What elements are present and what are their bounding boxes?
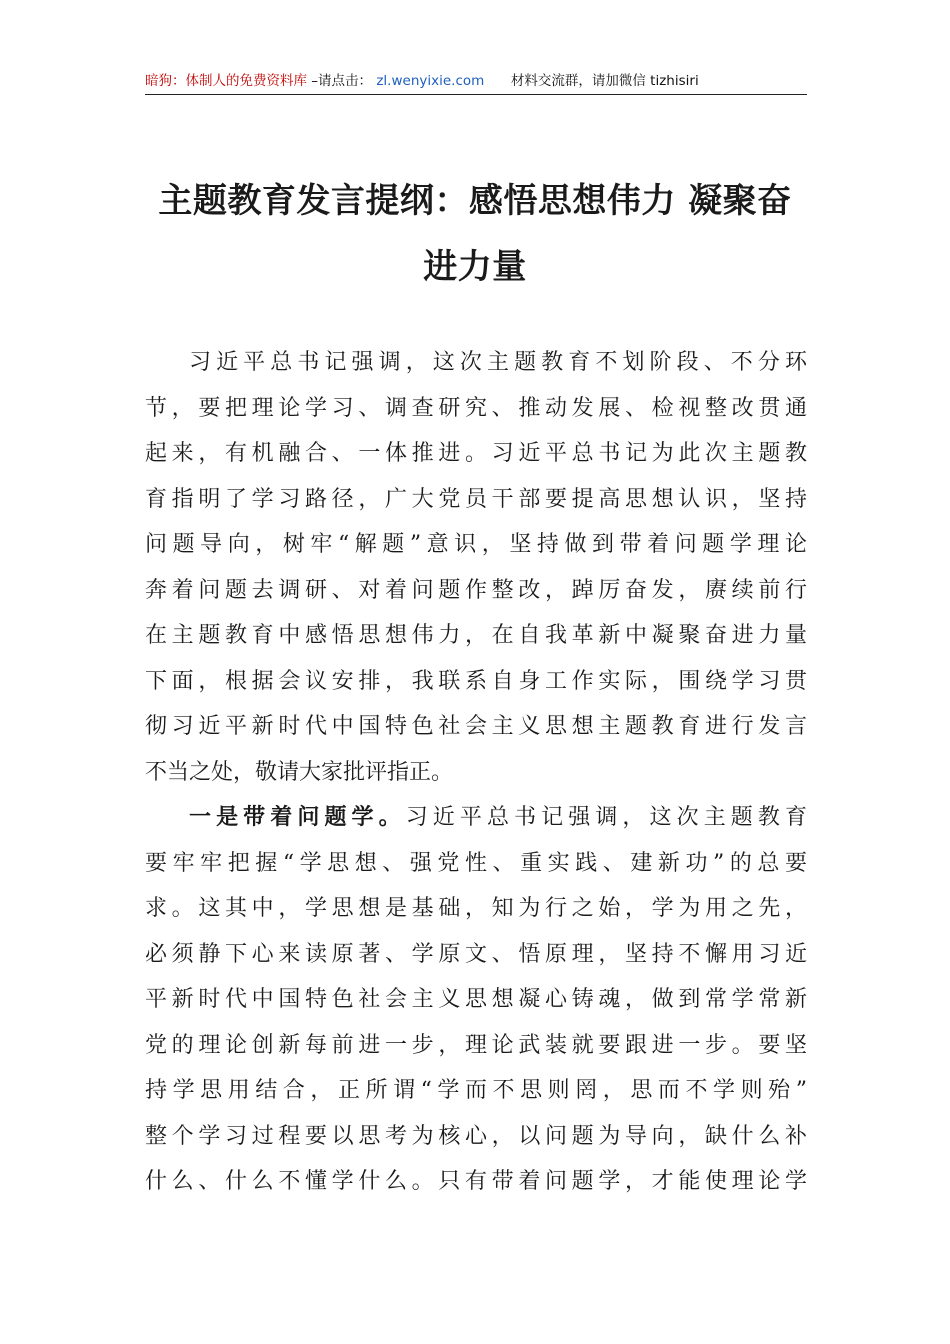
text-line: 问题导向，树牢“解题”意识，坚持做到带着问题学理论	[145, 532, 807, 557]
text-line: 必须静下心来读原著、学原文、悟原理，坚持不懈用习近	[145, 941, 807, 967]
point-one-first-line: 习近平总书记强调，这次主题教育	[405, 805, 807, 830]
text-line: 习近平总书记强调，这次主题教育不划阶段、不分环	[189, 350, 807, 375]
text-line: 起来，有机融合、一体推进。习近平总书记为此次主题教	[145, 441, 807, 466]
header-brand: 暗狗：体制人的免费资料库	[145, 73, 307, 89]
text-line: 整个学习过程要以思考为核心，以问题为导向，缺什么补	[145, 1123, 807, 1149]
header-click-prefix: –请点击：	[311, 73, 373, 89]
text-line: 要牢牢把握“学思想、强党性、重实践、建新功”的总要	[145, 850, 807, 876]
page-header	[145, 70, 807, 95]
header-url-link[interactable]: zl.wenyixie.com	[376, 73, 485, 89]
paragraph-intro	[145, 340, 807, 795]
text-line: 平新时代中国特色社会主义思想凝心铸魂，做到常学常新	[145, 987, 807, 1012]
text-line: 育指明了学习路径，广大党员干部要提高思想认识，坚持	[145, 486, 807, 512]
document-title	[140, 168, 810, 300]
text-line: 不当之处，敬请大家批评指正。	[145, 759, 454, 785]
title-line-1: 主题教育发言提纲：感悟思想伟力 凝聚奋	[158, 181, 792, 221]
title-line-2: 进力量	[423, 247, 527, 287]
text-line: 在主题教育中感悟思想伟力，在自我革新中凝聚奋进力量	[145, 623, 807, 648]
text-line: 节，要把理论学习、调查研究、推动发展、检视整改贯通	[145, 395, 807, 421]
text-line: 党的理论创新每前进一步，理论武装就要跟进一步。要坚	[145, 1032, 807, 1058]
text-line: 持学思用结合，正所谓“学而不思则罔，思而不学则殆”	[145, 1078, 807, 1103]
paragraph-point-one	[145, 795, 807, 1205]
text-line: 彻习近平新时代中国特色社会主义思想主题教育进行发言	[145, 714, 807, 739]
text-line: 求。这其中，学思想是基础，知为行之始，学为用之先，	[145, 896, 807, 921]
header-contact: 材料交流群，请加微信 tizhisiri	[510, 73, 699, 89]
point-one-heading: 一是带着问题学。	[189, 804, 406, 830]
text-line	[145, 795, 807, 841]
text-line: 什么、什么不懂学什么。只有带着问题学，才能使理论学	[145, 1169, 807, 1194]
text-line: 奔着问题去调研、对着问题作整改，踔厉奋发，赓续前行	[145, 577, 807, 603]
document-body	[145, 340, 807, 1205]
text-line: 下面，根据会议安排，我联系自身工作实际，围绕学习贯	[145, 668, 807, 694]
